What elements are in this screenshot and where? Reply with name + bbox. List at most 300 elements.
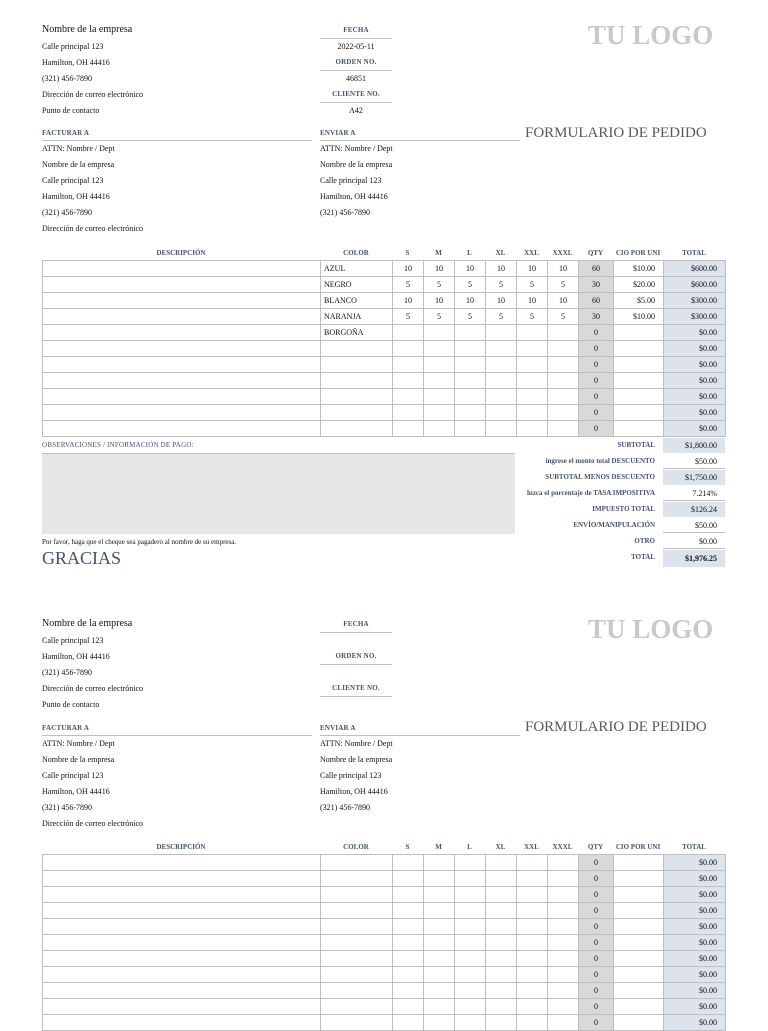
size-xl-cell[interactable]	[486, 421, 517, 437]
size-xxl-cell[interactable]	[517, 855, 548, 871]
description-cell[interactable]	[43, 421, 321, 437]
size-xl-cell[interactable]: 10	[486, 293, 517, 309]
size-xxl-cell[interactable]: 10	[517, 261, 548, 277]
size-xl-cell[interactable]	[486, 951, 517, 967]
bill-attn: ATTN: Nombre / Dept	[42, 144, 115, 153]
color-cell[interactable]	[321, 919, 393, 935]
unit-price-cell[interactable]	[614, 935, 664, 951]
color-cell[interactable]	[321, 999, 393, 1015]
description-cell[interactable]	[43, 983, 321, 999]
size-l-cell[interactable]	[455, 919, 486, 935]
size-l-cell[interactable]	[455, 373, 486, 389]
col-unit-price-2: CIO POR UNI	[615, 843, 661, 851]
description-cell[interactable]	[43, 887, 321, 903]
description-cell[interactable]	[43, 293, 321, 309]
description-cell[interactable]	[43, 903, 321, 919]
description-cell[interactable]	[43, 855, 321, 871]
description-cell[interactable]	[43, 999, 321, 1015]
size-l-cell[interactable]: 10	[455, 293, 486, 309]
unit-price-cell[interactable]: $10.00	[614, 261, 664, 277]
size-m-cell[interactable]	[424, 855, 455, 871]
size-xxl-cell[interactable]: 5	[517, 309, 548, 325]
color-cell[interactable]: BORGOÑA	[321, 325, 393, 341]
size-m-cell[interactable]	[424, 421, 455, 437]
size-xxl-cell[interactable]	[517, 325, 548, 341]
color-cell[interactable]	[321, 405, 393, 421]
size-xl-cell[interactable]: 5	[486, 277, 517, 293]
size-xxl-cell[interactable]	[517, 871, 548, 887]
size-s-cell[interactable]: 10	[393, 261, 424, 277]
size-xl-cell[interactable]	[486, 903, 517, 919]
size-s-cell[interactable]	[393, 341, 424, 357]
size-l-cell[interactable]	[455, 421, 486, 437]
qty-cell: 0	[579, 983, 614, 999]
total-cell: $0.00	[664, 325, 726, 341]
description-cell[interactable]	[43, 951, 321, 967]
ship-to-label-2: ENVIAR A	[320, 724, 356, 732]
table-row	[43, 1015, 726, 1031]
unit-price-cell[interactable]	[614, 341, 664, 357]
size-l-cell[interactable]	[455, 983, 486, 999]
summary-label: TOTAL	[631, 553, 655, 561]
col-color-2: COLOR	[343, 843, 369, 851]
unit-price-cell[interactable]	[614, 855, 664, 871]
bill-phone-2: (321) 456-7890	[42, 803, 92, 812]
bill-address: Calle principal 123	[42, 176, 104, 185]
size-s-cell[interactable]	[393, 421, 424, 437]
qty-cell: 0	[579, 887, 614, 903]
col-xxxl-2: XXXL	[552, 843, 573, 851]
size-xxl-cell[interactable]	[517, 357, 548, 373]
size-m-cell[interactable]	[424, 919, 455, 935]
company-name: Nombre de la empresa	[42, 24, 133, 35]
size-xxl-cell[interactable]	[517, 887, 548, 903]
size-l-cell[interactable]	[455, 855, 486, 871]
unit-price-cell[interactable]	[614, 373, 664, 389]
col-total: TOTAL	[682, 249, 706, 257]
summary-value: $1,976.25	[663, 550, 725, 567]
cliente-label-2: CLIENTE NO.	[332, 684, 380, 692]
size-m-cell[interactable]	[424, 389, 455, 405]
size-m-cell[interactable]	[424, 935, 455, 951]
color-cell[interactable]: BLANCO	[321, 293, 393, 309]
col-s-2: S	[405, 843, 410, 851]
table-row	[43, 373, 726, 389]
size-xxl-cell[interactable]	[517, 935, 548, 951]
size-m-cell[interactable]	[424, 903, 455, 919]
table-row	[43, 871, 726, 887]
summary-value[interactable]: $50.00	[663, 454, 725, 469]
size-xxl-cell[interactable]	[517, 373, 548, 389]
size-l-cell[interactable]: 5	[455, 309, 486, 325]
size-xxxl-cell[interactable]	[548, 405, 579, 421]
table-row	[43, 999, 726, 1015]
total-cell: $0.00	[664, 855, 726, 871]
size-xxxl-cell[interactable]	[548, 919, 579, 935]
col-m-2: M	[435, 843, 442, 851]
size-xxl-cell[interactable]	[517, 967, 548, 983]
size-xxxl-cell[interactable]	[548, 421, 579, 437]
size-xl-cell[interactable]	[486, 887, 517, 903]
size-l-cell[interactable]	[455, 325, 486, 341]
table-row	[43, 277, 726, 293]
color-cell[interactable]	[321, 935, 393, 951]
size-xxl-cell[interactable]	[517, 983, 548, 999]
size-m-cell[interactable]	[424, 373, 455, 389]
size-xl-cell[interactable]	[486, 999, 517, 1015]
size-xxl-cell[interactable]	[517, 919, 548, 935]
summary-label: SUBTOTAL	[617, 441, 655, 449]
col-l: L	[467, 249, 472, 257]
size-xl-cell[interactable]	[486, 405, 517, 421]
size-xxxl-cell[interactable]	[548, 999, 579, 1015]
size-xxxl-cell[interactable]: 5	[548, 277, 579, 293]
unit-price-cell[interactable]	[614, 405, 664, 421]
total-cell: $0.00	[664, 919, 726, 935]
size-xxxl-cell[interactable]: 10	[548, 293, 579, 309]
color-cell[interactable]: NEGRO	[321, 277, 393, 293]
total-cell: $0.00	[664, 887, 726, 903]
items-table-1	[42, 260, 726, 437]
size-xxxl-cell[interactable]	[548, 373, 579, 389]
size-xl-cell[interactable]	[486, 1015, 517, 1031]
size-l-cell[interactable]	[455, 405, 486, 421]
color-cell[interactable]	[321, 855, 393, 871]
size-xl-cell[interactable]	[486, 871, 517, 887]
size-xxl-cell[interactable]: 10	[517, 293, 548, 309]
company-city: Hamilton, OH 44416	[42, 58, 110, 67]
description-cell[interactable]	[43, 277, 321, 293]
qty-cell: 60	[579, 293, 614, 309]
size-xl-cell[interactable]	[486, 967, 517, 983]
items-table-2	[42, 854, 726, 1031]
ship-address-2: Calle principal 123	[320, 771, 382, 780]
table-row	[43, 357, 726, 373]
table-row	[43, 421, 726, 437]
size-s-cell[interactable]	[393, 983, 424, 999]
col-descripcion-2: DESCRIPCIÓN	[156, 843, 206, 851]
total-cell: $600.00	[664, 277, 726, 293]
description-cell[interactable]	[43, 1015, 321, 1031]
size-xl-cell[interactable]	[486, 935, 517, 951]
size-s-cell[interactable]	[393, 357, 424, 373]
unit-price-cell[interactable]	[614, 887, 664, 903]
size-l-cell[interactable]: 10	[455, 261, 486, 277]
size-l-cell[interactable]	[455, 341, 486, 357]
summary-label: OTRO	[634, 537, 655, 545]
bill-company-2: Nombre de la empresa	[42, 755, 115, 764]
unit-price-cell[interactable]	[614, 357, 664, 373]
col-qty-2: QTY	[587, 843, 604, 851]
table-row	[43, 309, 726, 325]
unit-price-cell[interactable]	[614, 903, 664, 919]
size-s-cell[interactable]: 5	[393, 277, 424, 293]
bill-city-2: Hamilton, OH 44416	[42, 787, 110, 796]
size-xxl-cell[interactable]	[517, 1015, 548, 1031]
color-cell[interactable]	[321, 887, 393, 903]
size-m-cell[interactable]	[424, 887, 455, 903]
color-cell[interactable]	[321, 341, 393, 357]
table-row	[43, 903, 726, 919]
size-m-cell[interactable]	[424, 1015, 455, 1031]
table-row	[43, 935, 726, 951]
color-cell[interactable]	[321, 967, 393, 983]
size-s-cell[interactable]: 10	[393, 293, 424, 309]
orden-value[interactable]: 46851	[346, 74, 366, 83]
table-row	[43, 967, 726, 983]
size-xxxl-cell[interactable]	[548, 871, 579, 887]
size-xxl-cell[interactable]	[517, 421, 548, 437]
total-cell: $0.00	[664, 357, 726, 373]
size-xl-cell[interactable]	[486, 983, 517, 999]
description-cell[interactable]	[43, 389, 321, 405]
size-l-cell[interactable]	[455, 357, 486, 373]
company-address: Calle principal 123	[42, 42, 104, 51]
size-xxl-cell[interactable]	[517, 341, 548, 357]
total-cell: $0.00	[664, 341, 726, 357]
size-s-cell[interactable]	[393, 951, 424, 967]
summary-value[interactable]: $0.00	[663, 534, 725, 549]
size-xxl-cell[interactable]: 5	[517, 277, 548, 293]
total-cell: $0.00	[664, 903, 726, 919]
table-row	[43, 983, 726, 999]
size-l-cell[interactable]	[455, 389, 486, 405]
qty-cell: 60	[579, 261, 614, 277]
size-xxxl-cell[interactable]	[548, 967, 579, 983]
form-title-2: FORMULARIO DE PEDIDO	[525, 719, 707, 735]
size-xxl-cell[interactable]	[517, 405, 548, 421]
gracias-text: GRACIAS	[42, 548, 122, 568]
size-m-cell[interactable]: 10	[424, 293, 455, 309]
size-s-cell[interactable]: 5	[393, 309, 424, 325]
color-cell[interactable]	[321, 421, 393, 437]
size-m-cell[interactable]	[424, 325, 455, 341]
size-xxxl-cell[interactable]: 10	[548, 261, 579, 277]
description-cell[interactable]	[43, 373, 321, 389]
size-l-cell[interactable]: 5	[455, 277, 486, 293]
size-l-cell[interactable]	[455, 951, 486, 967]
size-xl-cell[interactable]	[486, 919, 517, 935]
ship-phone-2: (321) 456-7890	[320, 803, 370, 812]
size-xxxl-cell[interactable]	[548, 935, 579, 951]
ship-attn-2: ATTN: Nombre / Dept	[320, 739, 393, 748]
size-s-cell[interactable]	[393, 1015, 424, 1031]
cliente-label: CLIENTE NO.	[332, 90, 380, 98]
size-xl-cell[interactable]: 10	[486, 261, 517, 277]
qty-cell: 0	[579, 1015, 614, 1031]
qty-cell: 0	[579, 855, 614, 871]
color-cell[interactable]	[321, 903, 393, 919]
qty-cell: 0	[579, 357, 614, 373]
color-cell[interactable]: NARANJA	[321, 309, 393, 325]
color-cell[interactable]	[321, 983, 393, 999]
size-xl-cell[interactable]	[486, 855, 517, 871]
size-s-cell[interactable]	[393, 373, 424, 389]
qty-cell: 0	[579, 325, 614, 341]
orden-label: ORDEN NO.	[335, 58, 377, 66]
cliente-value[interactable]: A42	[349, 106, 363, 115]
size-xl-cell[interactable]: 5	[486, 309, 517, 325]
col-xl: XL	[495, 249, 506, 257]
color-cell[interactable]	[321, 951, 393, 967]
observaciones-label: OBSERVACIONES / INFORMACIÓN DE PAGO:	[42, 441, 194, 449]
size-l-cell[interactable]	[455, 903, 486, 919]
bill-email-2: Dirección de correo electrónico	[42, 819, 144, 828]
qty-cell: 0	[579, 999, 614, 1015]
description-cell[interactable]	[43, 261, 321, 277]
total-cell: $0.00	[664, 405, 726, 421]
unit-price-cell[interactable]: $5.00	[614, 293, 664, 309]
color-cell[interactable]	[321, 357, 393, 373]
size-s-cell[interactable]	[393, 935, 424, 951]
size-xxxl-cell[interactable]	[548, 983, 579, 999]
size-s-cell[interactable]	[393, 903, 424, 919]
color-cell[interactable]	[321, 871, 393, 887]
size-s-cell[interactable]	[393, 405, 424, 421]
size-xl-cell[interactable]	[486, 373, 517, 389]
unit-price-cell[interactable]	[614, 967, 664, 983]
size-s-cell[interactable]	[393, 871, 424, 887]
size-m-cell[interactable]	[424, 405, 455, 421]
bill-company: Nombre de la empresa	[42, 160, 115, 169]
size-xxxl-cell[interactable]	[548, 887, 579, 903]
qty-cell: 30	[579, 277, 614, 293]
qty-cell: 0	[579, 951, 614, 967]
col-xxxl: XXXL	[552, 249, 573, 257]
size-xxl-cell[interactable]	[517, 951, 548, 967]
color-cell[interactable]	[321, 373, 393, 389]
description-cell[interactable]	[43, 935, 321, 951]
ship-company-2: Nombre de la empresa	[320, 755, 393, 764]
unit-price-cell[interactable]	[614, 983, 664, 999]
orden-label-2: ORDEN NO.	[335, 652, 377, 660]
qty-cell: 0	[579, 903, 614, 919]
table-row	[43, 293, 726, 309]
unit-price-cell[interactable]	[614, 421, 664, 437]
table-row	[43, 951, 726, 967]
size-xxxl-cell[interactable]	[548, 903, 579, 919]
size-s-cell[interactable]	[393, 389, 424, 405]
total-cell: $0.00	[664, 951, 726, 967]
logo-placeholder: TU LOGO	[588, 20, 714, 50]
size-l-cell[interactable]	[455, 1015, 486, 1031]
size-xxl-cell[interactable]	[517, 999, 548, 1015]
qty-cell: 0	[579, 341, 614, 357]
size-xxl-cell[interactable]	[517, 389, 548, 405]
size-m-cell[interactable]	[424, 983, 455, 999]
size-l-cell[interactable]	[455, 967, 486, 983]
description-cell[interactable]	[43, 309, 321, 325]
total-cell: $600.00	[664, 261, 726, 277]
table-row	[43, 325, 726, 341]
color-cell[interactable]	[321, 389, 393, 405]
size-s-cell[interactable]	[393, 919, 424, 935]
unit-price-cell[interactable]	[614, 325, 664, 341]
unit-price-cell[interactable]	[614, 389, 664, 405]
size-xxxl-cell[interactable]	[548, 951, 579, 967]
size-m-cell[interactable]	[424, 999, 455, 1015]
total-cell: $300.00	[664, 293, 726, 309]
size-s-cell[interactable]	[393, 967, 424, 983]
size-m-cell[interactable]: 5	[424, 309, 455, 325]
total-cell: $0.00	[664, 999, 726, 1015]
unit-price-cell[interactable]	[614, 951, 664, 967]
size-xl-cell[interactable]	[486, 357, 517, 373]
summary-value: $1,750.00	[663, 470, 725, 485]
size-xl-cell[interactable]	[486, 389, 517, 405]
size-s-cell[interactable]	[393, 887, 424, 903]
total-cell: $0.00	[664, 871, 726, 887]
col-xxl-2: XXL	[524, 843, 539, 851]
size-m-cell[interactable]	[424, 871, 455, 887]
size-m-cell[interactable]	[424, 951, 455, 967]
size-s-cell[interactable]	[393, 999, 424, 1015]
size-m-cell[interactable]	[424, 357, 455, 373]
description-cell[interactable]	[43, 341, 321, 357]
unit-price-cell[interactable]: $20.00	[614, 277, 664, 293]
summary-value[interactable]: $50.00	[663, 518, 725, 533]
size-m-cell[interactable]: 10	[424, 261, 455, 277]
size-l-cell[interactable]	[455, 871, 486, 887]
summary-label: luzca el porcentaje de TASA IMPOSITIVA	[526, 489, 655, 497]
company-contact-2: Punto de contacto	[42, 700, 100, 709]
summary-value: $126.24	[663, 502, 725, 517]
summary-label: IMPUESTO TOTAL	[592, 505, 655, 513]
color-cell[interactable]	[321, 1015, 393, 1031]
size-xxxl-cell[interactable]	[548, 341, 579, 357]
size-xl-cell[interactable]	[486, 325, 517, 341]
size-xxxl-cell[interactable]	[548, 357, 579, 373]
size-s-cell[interactable]	[393, 855, 424, 871]
unit-price-cell[interactable]: $10.00	[614, 309, 664, 325]
description-cell[interactable]	[43, 919, 321, 935]
unit-price-cell[interactable]	[614, 999, 664, 1015]
size-xxxl-cell[interactable]	[548, 855, 579, 871]
size-s-cell[interactable]	[393, 325, 424, 341]
unit-price-cell[interactable]	[614, 871, 664, 887]
size-xxxl-cell[interactable]	[548, 325, 579, 341]
size-l-cell[interactable]	[455, 887, 486, 903]
size-l-cell[interactable]	[455, 999, 486, 1015]
col-l-2: L	[467, 843, 472, 851]
unit-price-cell[interactable]	[614, 1015, 664, 1031]
size-xl-cell[interactable]	[486, 341, 517, 357]
description-cell[interactable]	[43, 357, 321, 373]
color-cell[interactable]: AZUL	[321, 261, 393, 277]
unit-price-cell[interactable]	[614, 919, 664, 935]
bill-to-label-2: FACTURAR A	[42, 724, 90, 732]
fecha-value[interactable]: 2022-05-11	[337, 42, 375, 51]
size-xxl-cell[interactable]	[517, 903, 548, 919]
qty-cell: 30	[579, 309, 614, 325]
description-cell[interactable]	[43, 325, 321, 341]
description-cell[interactable]	[43, 967, 321, 983]
size-xxxl-cell[interactable]	[548, 1015, 579, 1031]
summary-value[interactable]: 7.214%	[663, 486, 725, 501]
size-m-cell[interactable]: 5	[424, 277, 455, 293]
size-l-cell[interactable]	[455, 935, 486, 951]
qty-cell: 0	[579, 935, 614, 951]
notes-field[interactable]	[42, 453, 515, 534]
size-m-cell[interactable]	[424, 967, 455, 983]
company-phone: (321) 456-7890	[42, 74, 92, 83]
description-cell[interactable]	[43, 871, 321, 887]
description-cell[interactable]	[43, 405, 321, 421]
size-xxxl-cell[interactable]	[548, 389, 579, 405]
size-m-cell[interactable]	[424, 341, 455, 357]
col-color: COLOR	[343, 249, 369, 257]
size-xxxl-cell[interactable]: 5	[548, 309, 579, 325]
